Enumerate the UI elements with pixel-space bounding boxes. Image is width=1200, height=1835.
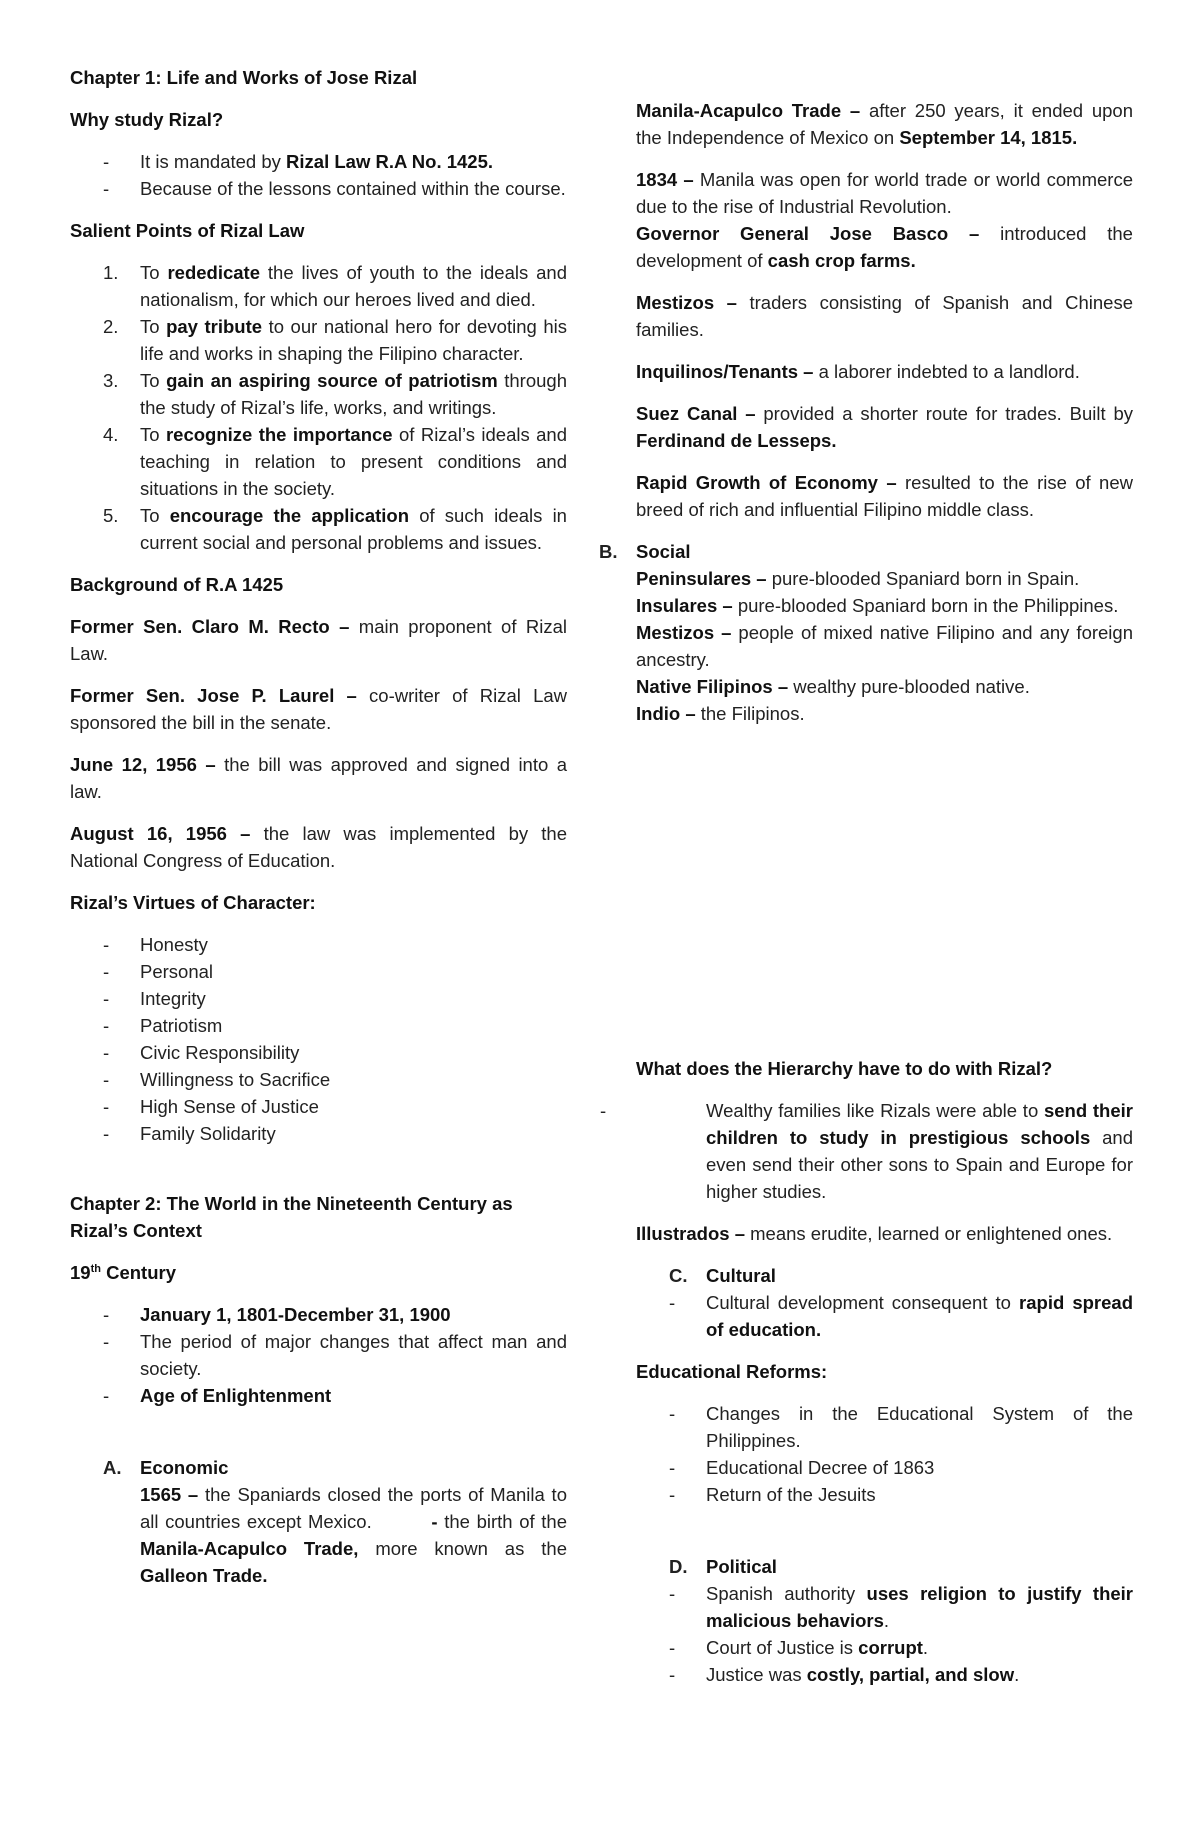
recto-paragraph: Former Sen. Claro M. Recto – main proponent of Rizal Law. xyxy=(70,616,567,664)
spacer xyxy=(70,1162,567,1190)
social-title: Social xyxy=(636,541,691,562)
june-paragraph: June 12, 1956 – the bill was approved and signed into a law. xyxy=(70,754,567,802)
dash-bullet: - xyxy=(103,151,110,172)
spacer xyxy=(636,1523,1133,1553)
cultural-section: C. Cultural - Cultural development consequent to rapid spread of education. xyxy=(636,1262,1133,1343)
illustrados-paragraph: Illustrados – means erudite, learned or enlightened ones. xyxy=(636,1223,1113,1244)
political-item: - Court of Justice is corrupt. xyxy=(669,1637,929,1658)
right-column-lower xyxy=(600,1055,1134,1688)
cultural-title: Cultural xyxy=(706,1265,776,1286)
why-study-list xyxy=(70,148,567,202)
list-item: 5. To encourage the application of such ideals in current social and personal problems and issues. xyxy=(103,505,567,553)
chapter-1-title: Chapter 1: Life and Works of Jose Rizal xyxy=(70,67,418,88)
background-title: Background of R.A 1425 xyxy=(70,574,284,595)
virtues-title: Rizal’s Virtues of Character: xyxy=(70,892,316,913)
political-title: Political xyxy=(706,1556,777,1577)
list-item: - Age of Enlightenment xyxy=(103,1385,332,1406)
basco-paragraph: Governor General Jose Basco – introduced the development of cash crop farms. xyxy=(636,223,1133,271)
virtues-list xyxy=(70,931,567,1147)
educational-reforms-title: Educational Reforms: xyxy=(636,1361,828,1382)
list-item: - January 1, 1801-December 31, 1900 xyxy=(103,1304,451,1325)
salient-points-title: Salient Points of Rizal Law xyxy=(70,220,305,241)
list-item: - Integrity xyxy=(103,988,206,1009)
august-paragraph: August 16, 1956 – the law was implemented by the National Congress of Education. xyxy=(70,823,567,871)
chapter-2-title: Chapter 2: The World in the Nineteenth Century as Rizal’s Context xyxy=(70,1193,513,1241)
right-column xyxy=(599,97,1133,727)
social-item: Native Filipinos – wealthy pure-blooded native. xyxy=(636,676,1030,697)
economic-title: Economic xyxy=(140,1457,229,1478)
educational-reforms-list xyxy=(636,1400,1133,1508)
inquilinos-paragraph: Inquilinos/Tenants – a laborer indebted to a landlord. xyxy=(636,361,1080,382)
list-item: - Educational Decree of 1863 xyxy=(669,1457,935,1478)
hierarchy-title: What does the Hierarchy have to do with Rizal? xyxy=(636,1058,1053,1079)
political-item: - Spanish authority uses religion to justify their malicious behaviors. xyxy=(669,1583,1133,1631)
list-item: - Honesty xyxy=(103,934,208,955)
list-item: 1. To rededicate the lives of youth to the ideals and nationalism, for which our heroes lived and died. xyxy=(103,262,567,310)
left-column xyxy=(70,64,567,1589)
economic-1565-paragraph: 1565 – the Spaniards closed the ports of Manila to all countries except Mexico. - the birth of the Manila-Acapulco Trade, more known as the Galleon Trade. xyxy=(140,1484,567,1586)
why-study-title: Why study Rizal? xyxy=(70,109,224,130)
list-item: - Civic Responsibility xyxy=(103,1042,300,1063)
list-item: 2. To pay tribute to our national hero for devoting his life and works in shaping the Filipino character. xyxy=(103,316,567,364)
year-1834-paragraph: 1834 – Manila was open for world trade or world commerce due to the rise of Industrial Revolution. xyxy=(636,169,1133,217)
century-list xyxy=(70,1301,567,1409)
suez-paragraph: Suez Canal – provided a shorter route for trades. Built by Ferdinand de Lesseps. xyxy=(636,403,1133,451)
list-item: - High Sense of Justice xyxy=(103,1096,319,1117)
list-item: - The period of major changes that affect man and society. xyxy=(103,1331,567,1379)
political-item: - Justice was costly, partial, and slow. xyxy=(669,1664,1020,1685)
list-item: - Patriotism xyxy=(103,1015,223,1036)
social-section: B. Social Peninsulares – pure-blooded Spaniard born in Spain. Insulares – pure-blooded Spaniard born in the Philippines. Mestizos – people of mixed native Filipino and any foreign ancestry. Native Filipinos – wealthy pure-blooded native. Indio – the Filipinos. xyxy=(566,538,1133,727)
growth-paragraph: Rapid Growth of Economy – resulted to the rise of new breed of rich and influential Filipino middle class. xyxy=(636,472,1133,520)
mestizos-paragraph: Mestizos – traders consisting of Spanish and Chinese families. xyxy=(636,292,1133,340)
list-item: - Return of the Jesuits xyxy=(669,1484,876,1505)
dash-bullet: - xyxy=(103,178,110,199)
century-title: 19th Century xyxy=(70,1262,177,1283)
social-item: Insulares – pure-blooded Spaniard born in the Philippines. xyxy=(636,595,1119,616)
economic-section: A. Economic 1565 – the Spaniards closed the ports of Manila to all countries except Mexico. - the birth of the Manila-Acapulco Trade, more known as the Galleon Trade. xyxy=(70,1454,567,1589)
list-item: 3. To gain an aspiring source of patriotism through the study of Rizal’s life, works, and writings. xyxy=(103,370,568,418)
list-item: - Because of the lessons contained within the course. xyxy=(70,175,567,202)
cultural-item: - Cultural development consequent to rapid spread of education. xyxy=(669,1292,1133,1340)
list-item: - Wealthy families like Rizals were able to send their children to study in prestigious schools and even send their other sons to Spain and Europe for higher studies. xyxy=(600,1100,1134,1202)
list-item: - Willingness to Sacrifice xyxy=(103,1069,331,1090)
list-item: - Changes in the Educational System of the Philippines. xyxy=(669,1403,1133,1451)
salient-points-list xyxy=(70,259,567,556)
manila-acapulco-paragraph: Manila-Acapulco Trade – after 250 years, it ended upon the Independence of Mexico on September 14, 1815. xyxy=(636,100,1133,148)
social-item: Peninsulares – pure-blooded Spaniard born in Spain. xyxy=(636,568,1080,589)
social-item: Indio – the Filipinos. xyxy=(636,703,805,724)
hierarchy-list xyxy=(566,1097,1133,1205)
spacer xyxy=(70,1424,567,1454)
list-item: - It is mandated by Rizal Law R.A No. 1425. xyxy=(70,148,567,175)
laurel-paragraph: Former Sen. Jose P. Laurel – co-writer of Rizal Law sponsored the bill in the senate. xyxy=(70,685,568,733)
list-item: - Personal xyxy=(103,961,214,982)
list-item: - Family Solidarity xyxy=(103,1123,276,1144)
political-section: D. Political - Spanish authority uses religion to justify their malicious behaviors. - Court of Justice is corrupt. - Justice was costly, partial, and slow. xyxy=(636,1553,1133,1688)
social-item: Mestizos – people of mixed native Filipino and any foreign ancestry. xyxy=(636,622,1133,670)
list-item: 4. To recognize the importance of Rizal’s ideals and teaching in relation to present conditions and situations in the society. xyxy=(103,424,567,499)
